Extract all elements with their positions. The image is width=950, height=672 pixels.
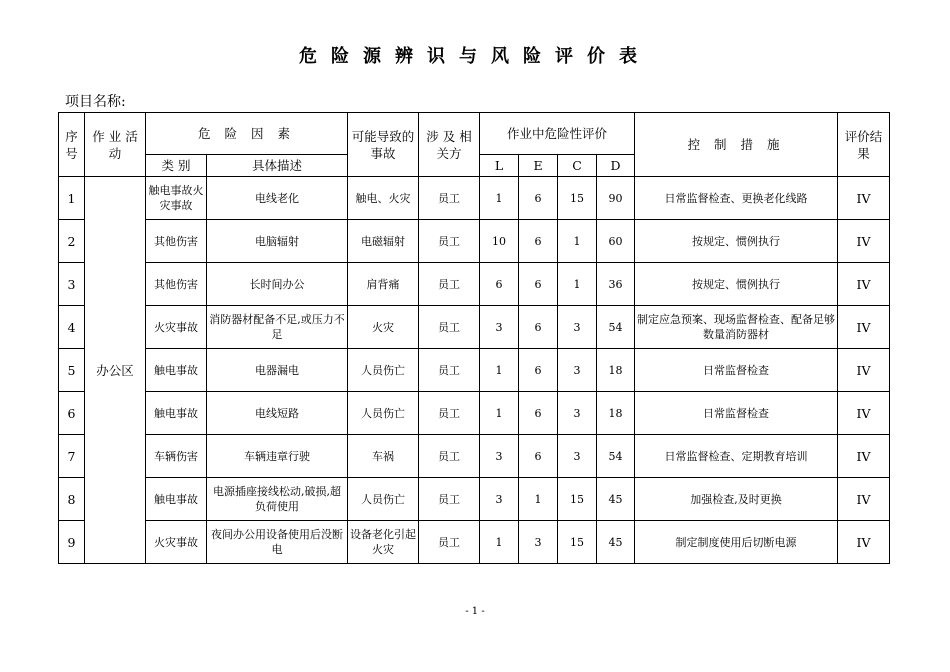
row-D: 45 [597,478,635,521]
header-C: C [558,155,597,177]
row-involved: 员工 [419,349,480,392]
row-involved: 员工 [419,306,480,349]
table-row [59,435,890,478]
row-D: 45 [597,521,635,564]
header-activity: 作 业 活 动 [85,113,146,177]
table-row [59,478,890,521]
row-result: IV [838,435,890,478]
header-description: 具体描述 [207,155,348,177]
row-C: 15 [558,521,597,564]
row-control: 制定应急预案、现场监督检查、配备足够数量消防器材 [635,306,838,349]
row-D: 54 [597,435,635,478]
header-E: E [519,155,558,177]
row-L: 3 [480,306,519,349]
table-row [59,263,890,306]
table-body [59,177,890,564]
row-L: 1 [480,521,519,564]
header-control: 控 制 措 施 [635,113,838,177]
row-result: IV [838,392,890,435]
row-control: 日常监督检查、定期教育培训 [635,435,838,478]
row-result: IV [838,306,890,349]
row-description: 电线短路 [207,392,348,435]
row-seq: 2 [59,220,85,263]
row-E: 6 [519,306,558,349]
table-row [59,521,890,564]
row-category: 车辆伤害 [146,435,207,478]
row-result: IV [838,349,890,392]
row-category: 触电事故 [146,349,207,392]
row-control: 按规定、惯例执行 [635,263,838,306]
row-L: 6 [480,263,519,306]
row-accident: 电磁辐射 [348,220,419,263]
row-E: 6 [519,392,558,435]
row-E: 3 [519,521,558,564]
row-result: IV [838,263,890,306]
header-L: L [480,155,519,177]
row-C: 15 [558,177,597,220]
row-category: 火灾事故 [146,521,207,564]
row-C: 3 [558,392,597,435]
row-E: 6 [519,435,558,478]
row-L: 1 [480,349,519,392]
row-seq: 4 [59,306,85,349]
row-accident: 人员伤亡 [348,392,419,435]
row-involved: 员工 [419,478,480,521]
row-description: 消防器材配备不足,或压力不足 [207,306,348,349]
row-seq: 5 [59,349,85,392]
row-D: 54 [597,306,635,349]
row-seq: 3 [59,263,85,306]
row-category: 触电事故 [146,478,207,521]
row-control: 日常监督检查 [635,349,838,392]
row-involved: 员工 [419,220,480,263]
header-D: D [597,155,635,177]
row-description: 电器漏电 [207,349,348,392]
row-L: 3 [480,435,519,478]
row-involved: 员工 [419,521,480,564]
page-number: - 1 - [465,606,485,617]
row-seq: 7 [59,435,85,478]
risk-assessment-table [58,112,890,564]
table-row [59,392,890,435]
table-row [59,349,890,392]
row-control: 制定制度使用后切断电源 [635,521,838,564]
row-description: 电脑辐射 [207,220,348,263]
row-accident: 车祸 [348,435,419,478]
row-result: IV [838,478,890,521]
row-control: 加强检查,及时更换 [635,478,838,521]
row-description: 夜间办公用设备使用后没断电 [207,521,348,564]
row-category: 触电事故火灾事故 [146,177,207,220]
activity-office: 办公区 [85,177,146,564]
row-C: 3 [558,306,597,349]
row-L: 1 [480,392,519,435]
row-accident: 设备老化引起火灾 [348,521,419,564]
row-E: 1 [519,478,558,521]
header-result: 评价结果 [838,113,890,177]
row-L: 10 [480,220,519,263]
row-E: 6 [519,220,558,263]
row-category: 火灾事故 [146,306,207,349]
row-accident: 人员伤亡 [348,478,419,521]
header-category: 类 别 [146,155,207,177]
row-E: 6 [519,177,558,220]
row-C: 3 [558,349,597,392]
header-risk-eval: 作业中危险性评价 [480,113,635,155]
row-involved: 员工 [419,435,480,478]
row-seq: 9 [59,521,85,564]
row-accident: 肩背痛 [348,263,419,306]
row-C: 1 [558,220,597,263]
row-seq: 6 [59,392,85,435]
row-C: 3 [558,435,597,478]
table-row [59,220,890,263]
header-hazard: 危 险 因 素 [146,113,348,155]
row-D: 18 [597,392,635,435]
row-result: IV [838,177,890,220]
row-D: 18 [597,349,635,392]
document-title: 危险源辨识与风险评价表 [299,46,651,67]
header-involved: 涉 及 相关方 [419,113,480,177]
row-result: IV [838,220,890,263]
table-row [59,306,890,349]
row-seq: 1 [59,177,85,220]
row-C: 15 [558,478,597,521]
row-control: 日常监督检查 [635,392,838,435]
table-row [59,177,890,220]
row-seq: 8 [59,478,85,521]
row-description: 电线老化 [207,177,348,220]
row-description: 电源插座接线松动,破损,超负荷使用 [207,478,348,521]
row-accident: 火灾 [348,306,419,349]
row-accident: 人员伤亡 [348,349,419,392]
row-control: 按规定、惯例执行 [635,220,838,263]
row-E: 6 [519,263,558,306]
row-category: 触电事故 [146,392,207,435]
row-involved: 员工 [419,263,480,306]
header-seq: 序号 [59,113,85,177]
row-D: 36 [597,263,635,306]
row-E: 6 [519,349,558,392]
row-C: 1 [558,263,597,306]
row-involved: 员工 [419,392,480,435]
project-name-label: 项目名称: [65,94,126,110]
row-description: 长时间办公 [207,263,348,306]
row-category: 其他伤害 [146,263,207,306]
row-control: 日常监督检查、更换老化线路 [635,177,838,220]
row-D: 90 [597,177,635,220]
row-category: 其他伤害 [146,220,207,263]
row-L: 3 [480,478,519,521]
row-description: 车辆违章行驶 [207,435,348,478]
row-accident: 触电、火灾 [348,177,419,220]
row-result: IV [838,521,890,564]
row-involved: 员工 [419,177,480,220]
header-accident: 可能导致的事故 [348,113,419,177]
row-L: 1 [480,177,519,220]
row-D: 60 [597,220,635,263]
